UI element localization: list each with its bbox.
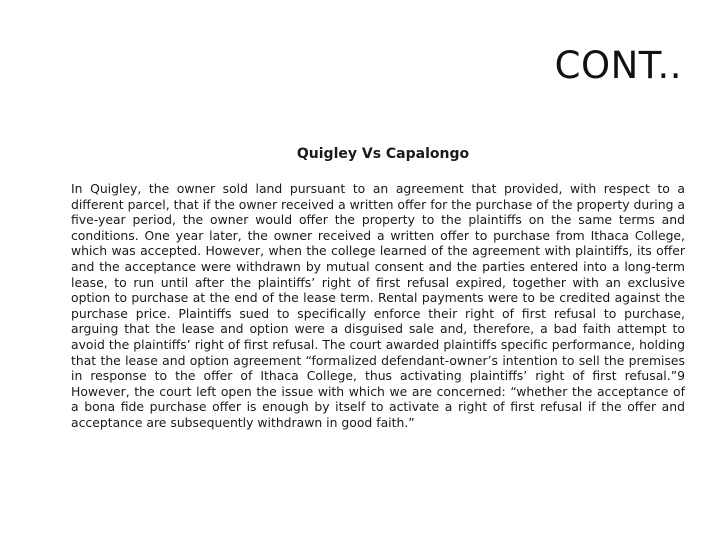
case-paragraph: In Quigley, the owner sold land pursuant to an agreement that provided, with respect to a different parcel, that if the owner received a written offer for the purchase of the property during a five-year period, the owner would offer the property to the plaintiffs on the same terms and conditions. One year later, the owner received a written offer to purchase from Ithaca College, which was accepted. However, when the college learned of the agreement with plaintiffs, its offer and the acceptance were withdrawn by mutual consent and the parties entered into a long-term lease, to run until after the plaintiffs’ right of first refusal expired, together with an exclusive option to purchase at the end of the lease term. Rental payments were to be credited against the purchase price. Plaintiffs sued to specifically enforce their right of first refusal to purchase, arguing that the lease and option were a disguised sale and, therefore, a bad faith attempt to avoid the plaintiffs’ right of first refusal. The court awarded plaintiffs specific performance, holding that the lease and option agreement “formalized defendant-owner’s intention to sell the premises in response to the offer of Ithaca College, thus activating plaintiffs’ right of first refusal.”9 However, the court left open the issue with which we are concerned: “whether the acceptance of a bona fide purchase offer is enough by itself to activate a right of first refusal if the offer and acceptance are subsequently withdrawn in good faith.” [71,181,685,430]
slide-title: CONT.. [554,44,682,87]
slide-content [71,146,685,431]
case-heading: Quigley Vs Capalongo [296,146,470,162]
